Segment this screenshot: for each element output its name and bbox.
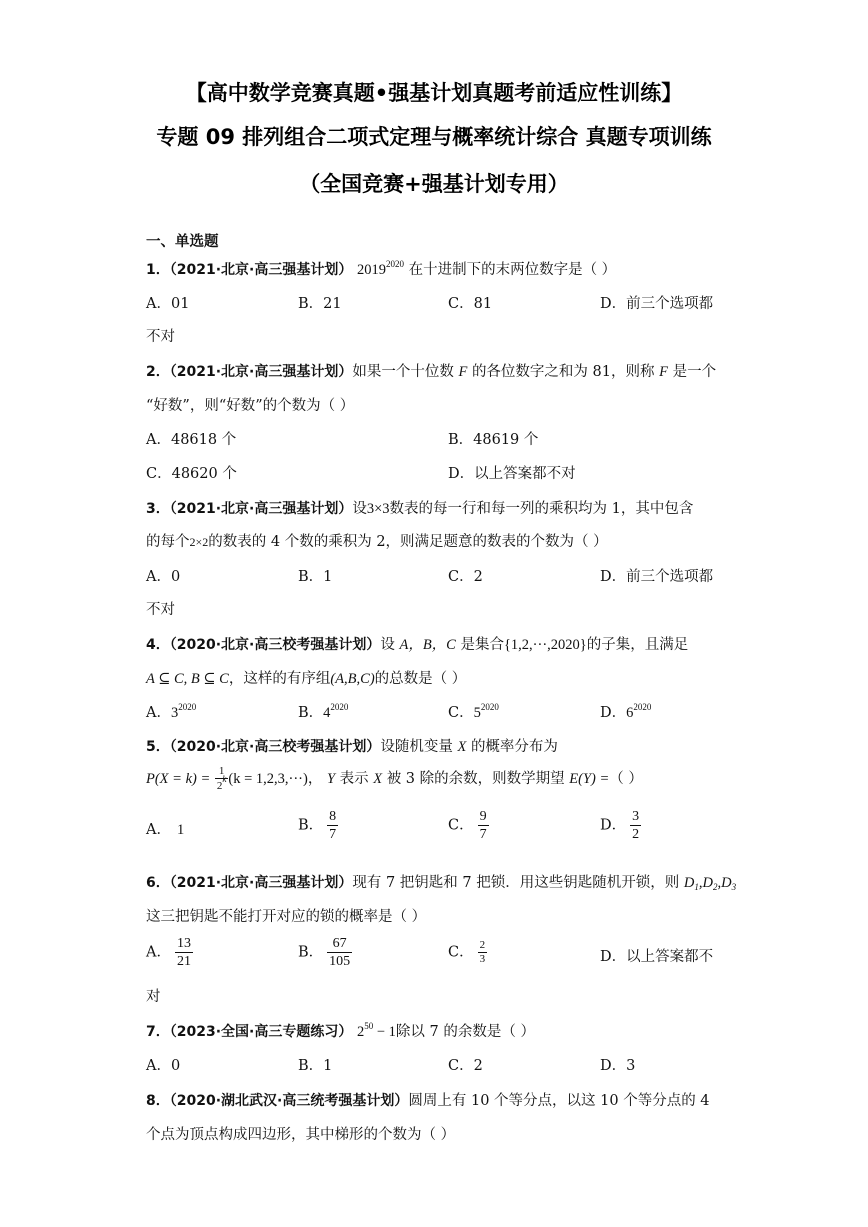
math-base: 2 bbox=[356, 1024, 365, 1040]
question-source: （2020·北京·高三校考强基计划） bbox=[169, 739, 381, 755]
page-title: 【高中数学竞赛真题•强基计划真题考前适应性训练】 bbox=[185, 81, 683, 105]
question-source: （2020·湖北武汉·高三统考强基计划） bbox=[169, 1093, 409, 1109]
option-a: A． $\frac{13}{21}$ bbox=[146, 936, 191, 969]
question-6 bbox=[146, 871, 736, 892]
option-c: C． $\frac{9}{7}$ bbox=[448, 809, 487, 842]
question-text: 现有 7 把钥匙和 7 把锁．用这些钥匙随机开锁，则 bbox=[352, 875, 680, 891]
question-3 bbox=[146, 497, 693, 518]
option-d-wrap: 对 bbox=[146, 989, 161, 1005]
option-c: C． $\frac{2}{3}$ bbox=[448, 939, 486, 965]
option-c: C．48620 个 bbox=[146, 466, 237, 482]
question-text: 在十进制下的末两位数字是（ ） bbox=[408, 262, 617, 278]
question-text: 圆周上有 10 个等分点，以这 10 个等分点的 4 bbox=[408, 1093, 710, 1109]
math-var: Y bbox=[326, 771, 336, 787]
question-number: 5． bbox=[146, 739, 170, 755]
question-formula-line bbox=[146, 765, 643, 793]
option-b: B． $\frac{67}{105}$ bbox=[298, 936, 351, 969]
math-exponent: 2020 bbox=[385, 259, 404, 269]
question-number: 6． bbox=[146, 875, 170, 891]
math-var: A，B，C bbox=[399, 637, 456, 653]
option-c: C．81 bbox=[448, 296, 493, 312]
question-8 bbox=[146, 1089, 710, 1110]
math-var: X bbox=[373, 771, 383, 787]
option-b: B．21 bbox=[298, 296, 342, 312]
option-d: D． $\frac{3}{2}$ bbox=[600, 809, 640, 842]
question-text: 除以 7 的余数是（ ） bbox=[395, 1024, 535, 1040]
question-source: （2021·北京·高三强基计划） bbox=[169, 364, 353, 380]
question-source: （2021·北京·高三强基计划） bbox=[169, 262, 353, 278]
question-text: 的各位数字之和为 81，则称 bbox=[471, 364, 655, 380]
math-var: $D_1,D_2,D_3$ bbox=[683, 875, 737, 892]
math-grid: 3×3 bbox=[366, 501, 390, 517]
question-text: 的概率分布为 bbox=[470, 739, 558, 755]
option-a: A．48618 个 bbox=[146, 432, 237, 448]
option-d: D．$6^{2020}$ bbox=[600, 702, 652, 721]
question-text: 设 bbox=[380, 637, 395, 653]
question-text-line: “好数”，则“好数”的个数为（ ） bbox=[146, 398, 355, 414]
option-b: B． $\frac{8}{7}$ bbox=[298, 809, 337, 842]
question-number: 1． bbox=[146, 262, 170, 278]
option-a: A．01 bbox=[146, 296, 190, 312]
math-formula: (k = 1,2,3,···) bbox=[228, 771, 308, 787]
option-d-wrap: 不对 bbox=[146, 602, 175, 618]
question-4 bbox=[146, 633, 688, 654]
question-number: 8． bbox=[146, 1093, 170, 1109]
math-condition: A ⊆ C, B ⊆ C bbox=[146, 671, 229, 687]
math-tuple: (A,B,C) bbox=[330, 671, 375, 687]
page-subtitle-note: （全国竞赛+强基计划专用） bbox=[299, 172, 569, 196]
math-minus: − 1 bbox=[373, 1024, 396, 1040]
question-2 bbox=[146, 360, 716, 381]
option-a: A．0 bbox=[146, 1058, 181, 1074]
question-text: 数表的每一行和每一列的乘积均为 1，其中包含 bbox=[389, 501, 694, 517]
question-text: 表示 bbox=[339, 771, 369, 787]
option-d: D．以上答案都不对 bbox=[448, 466, 576, 482]
question-5 bbox=[146, 735, 558, 756]
math-base: 2019 bbox=[356, 262, 386, 278]
math-var: X bbox=[457, 739, 467, 755]
option-c: C．2 bbox=[448, 569, 483, 585]
question-text: 的每个 bbox=[146, 534, 190, 550]
question-text: 如果一个十位数 bbox=[352, 364, 454, 380]
question-text: ， bbox=[307, 771, 323, 787]
question-number: 7． bbox=[146, 1024, 170, 1040]
question-text: 的总数是（ ） bbox=[374, 671, 467, 687]
option-d: D．前三个选项都 bbox=[600, 296, 714, 312]
question-number: 2． bbox=[146, 364, 170, 380]
question-number: 3． bbox=[146, 501, 170, 517]
question-source: （2021·北京·高三强基计划） bbox=[169, 875, 353, 891]
question-text: 是集合 bbox=[460, 637, 504, 653]
math-var: F bbox=[458, 364, 468, 380]
option-c: C．2 bbox=[448, 1058, 483, 1074]
question-text-line: 这三把钥匙不能打开对应的锁的概率是（ ） bbox=[146, 909, 427, 925]
option-b: B．48619 个 bbox=[448, 432, 539, 448]
option-a: A．0 bbox=[146, 569, 181, 585]
option-c: C．$5^{2020}$ bbox=[448, 702, 499, 721]
option-a: A． 1 bbox=[146, 822, 185, 838]
question-7 bbox=[146, 1020, 535, 1041]
option-b: B．1 bbox=[298, 1058, 333, 1074]
option-a: A．$3^{2020}$ bbox=[146, 702, 197, 721]
question-text: 设随机变量 bbox=[380, 739, 453, 755]
question-text: 的子集，且满足 bbox=[586, 637, 689, 653]
question-text: 是一个 bbox=[672, 364, 717, 380]
question-text: ，这样的有序组 bbox=[228, 671, 331, 687]
option-d: D．以上答案都不 bbox=[600, 949, 714, 965]
math-fraction: $\frac{1}{2^k}$ bbox=[216, 765, 227, 792]
option-d: D．前三个选项都 bbox=[600, 569, 714, 585]
question-source: （2020·北京·高三校考强基计划） bbox=[169, 637, 381, 653]
math-formula: P(X = k) = bbox=[146, 771, 211, 787]
math-var: F bbox=[659, 364, 668, 380]
question-number: 4． bbox=[146, 637, 170, 653]
math-exponent: 50 bbox=[364, 1021, 374, 1031]
question-source: （2021·北京·高三强基计划） bbox=[169, 501, 353, 517]
question-1 bbox=[146, 258, 616, 279]
question-source: （2023·全国·高三专题练习） bbox=[169, 1024, 353, 1040]
option-b: B．$4^{2020}$ bbox=[298, 702, 349, 721]
question-text: （ ） bbox=[609, 771, 643, 787]
question-text: 被 3 除的余数，则数学期望 bbox=[386, 771, 565, 787]
section-heading: 一、单选题 bbox=[146, 234, 219, 250]
option-b: B．1 bbox=[298, 569, 333, 585]
math-set: {1,2,···,2020} bbox=[503, 637, 587, 653]
math-expectation: E(Y) = bbox=[569, 771, 610, 787]
page-subtitle: 专题 09 排列组合二项式定理与概率统计综合 真题专项训练 bbox=[156, 125, 712, 149]
option-d: D．3 bbox=[600, 1058, 636, 1074]
question-text: 的数表的 4 个数的乘积为 2，则满足题意的数表的个数为（ ） bbox=[208, 534, 608, 550]
question-text-line: 个点为顶点构成四边形，其中梯形的个数为（ ） bbox=[146, 1127, 456, 1143]
question-text-line bbox=[146, 530, 608, 551]
math-grid: 2×2 bbox=[189, 535, 209, 549]
question-text: 设 bbox=[352, 501, 367, 517]
question-text-line bbox=[146, 667, 466, 688]
option-d-wrap: 不对 bbox=[146, 329, 175, 345]
